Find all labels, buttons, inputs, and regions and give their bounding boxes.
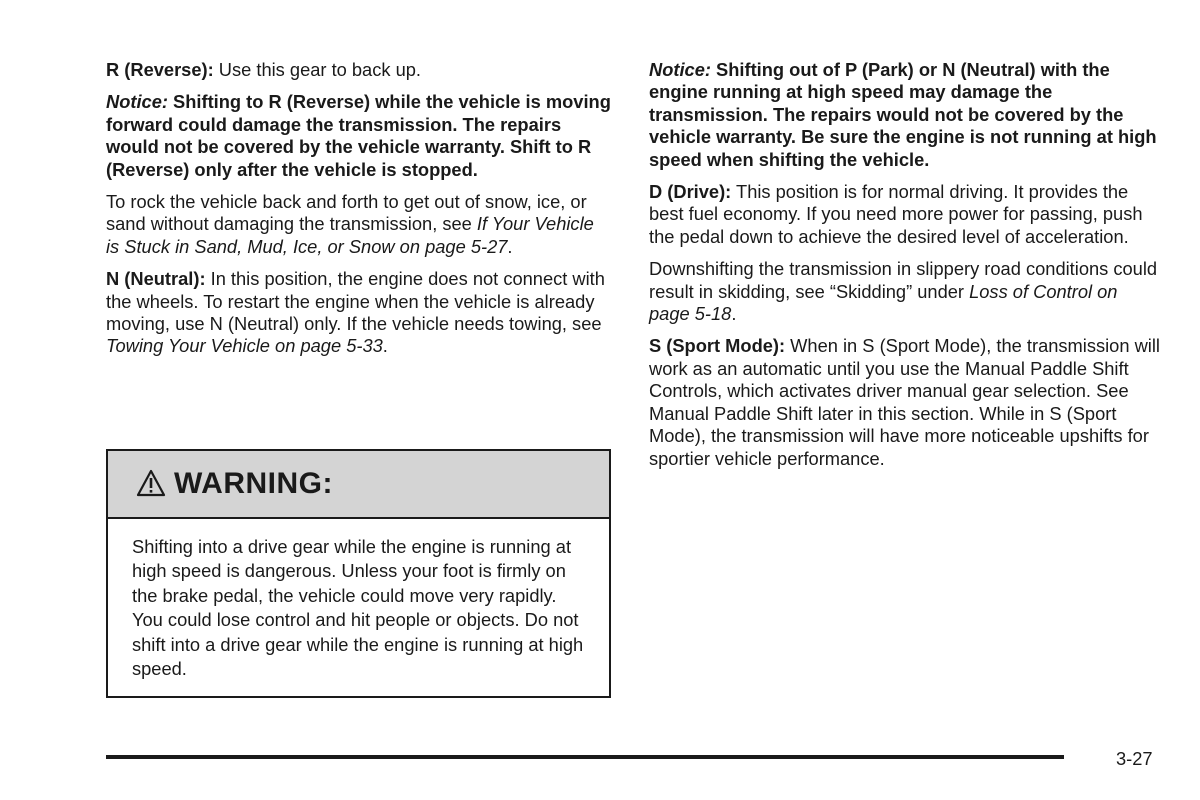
rocking-end: .: [507, 235, 513, 257]
stuck-vehicle-reference: If Your Vehicle is Stuck in Sand, Mud, Ice, or Snow on page 5-27: [106, 213, 594, 257]
park-notice: [649, 59, 1161, 171]
neutral-label: N (Neutral):: [106, 268, 206, 290]
reverse-notice-label: Notice:: [106, 91, 168, 113]
reverse-notice-text: Shifting to R (Reverse) while the vehicle is moving forward could damage the transmission. The repairs would not be covered by the vehicle warranty. Shift to R (Reverse) only after the vehicle is stopped.: [106, 91, 611, 180]
right-column: [649, 59, 1161, 480]
warning-triangle-icon: [136, 469, 166, 497]
downshift-end: .: [731, 303, 737, 325]
warning-title: WARNING:: [174, 466, 333, 500]
neutral-end: .: [382, 335, 388, 357]
towing-reference: Towing Your Vehicle on page 5-33: [106, 335, 383, 357]
footer-rule: [106, 755, 1064, 759]
drive-label: D (Drive):: [649, 181, 732, 203]
warning-header: [108, 451, 609, 519]
rocking-text: To rock the vehicle back and forth to get out of snow, ice, or sand without damaging the transmission, see: [106, 191, 587, 235]
warning-body: Shifting into a drive gear while the engine is running at high speed is dangerous. Unless your foot is firmly on the brake pedal, the vehicle could move very rapidly. You could lose control and hit people or objects. Do not shift into a drive gear while the engine is running at high speed.: [132, 536, 584, 680]
page-number: 3-27: [1116, 748, 1153, 769]
park-notice-text: Shifting out of P (Park) or N (Neutral) with the engine running at high speed may damage the transmission. The repairs would not be covered by the vehicle warranty. Be sure the engine is not running at high speed when shifting the vehicle.: [649, 59, 1157, 170]
warning-box: [106, 449, 611, 698]
loss-of-control-reference: Loss of Control on page 5-18: [649, 280, 1118, 325]
sport-text: When in S (Sport Mode), the transmission will work as an automatic until you use the Manual Paddle Shift Controls, which activates driver manual gear selection. See Manual Paddle Shift later in this section. While in S (Sport Mode), the transmission will have more noticeable upshifts for sportier vehicle performance.: [649, 335, 1160, 469]
neutral-paragraph: [106, 268, 612, 358]
park-notice-label: Notice:: [649, 59, 711, 80]
drive-text: This position is for normal driving. It provides the best fuel economy. If you need more power for passing, push the pedal down to achieve the desired level of acceleration.: [649, 181, 1143, 247]
neutral-text: In this position, the engine does not connect with the wheels. To restart the engine when the vehicle is already moving, use N (Neutral) only. If the vehicle needs towing, see: [106, 268, 605, 335]
reverse-label: R (Reverse):: [106, 59, 214, 80]
downshift-text: Downshifting the transmission in slippery road conditions could result in skidding, see “Skidding” under: [649, 258, 1158, 302]
left-column: [106, 59, 612, 368]
downshift-paragraph: [649, 258, 1161, 325]
reverse-paragraph: [106, 59, 612, 81]
sport-label: S (Sport Mode):: [649, 335, 786, 357]
reverse-notice: [106, 91, 612, 181]
sport-paragraph: [649, 335, 1161, 469]
reverse-text: Use this gear to back up.: [213, 59, 422, 80]
rocking-paragraph: [106, 191, 612, 258]
drive-paragraph: [649, 181, 1161, 248]
